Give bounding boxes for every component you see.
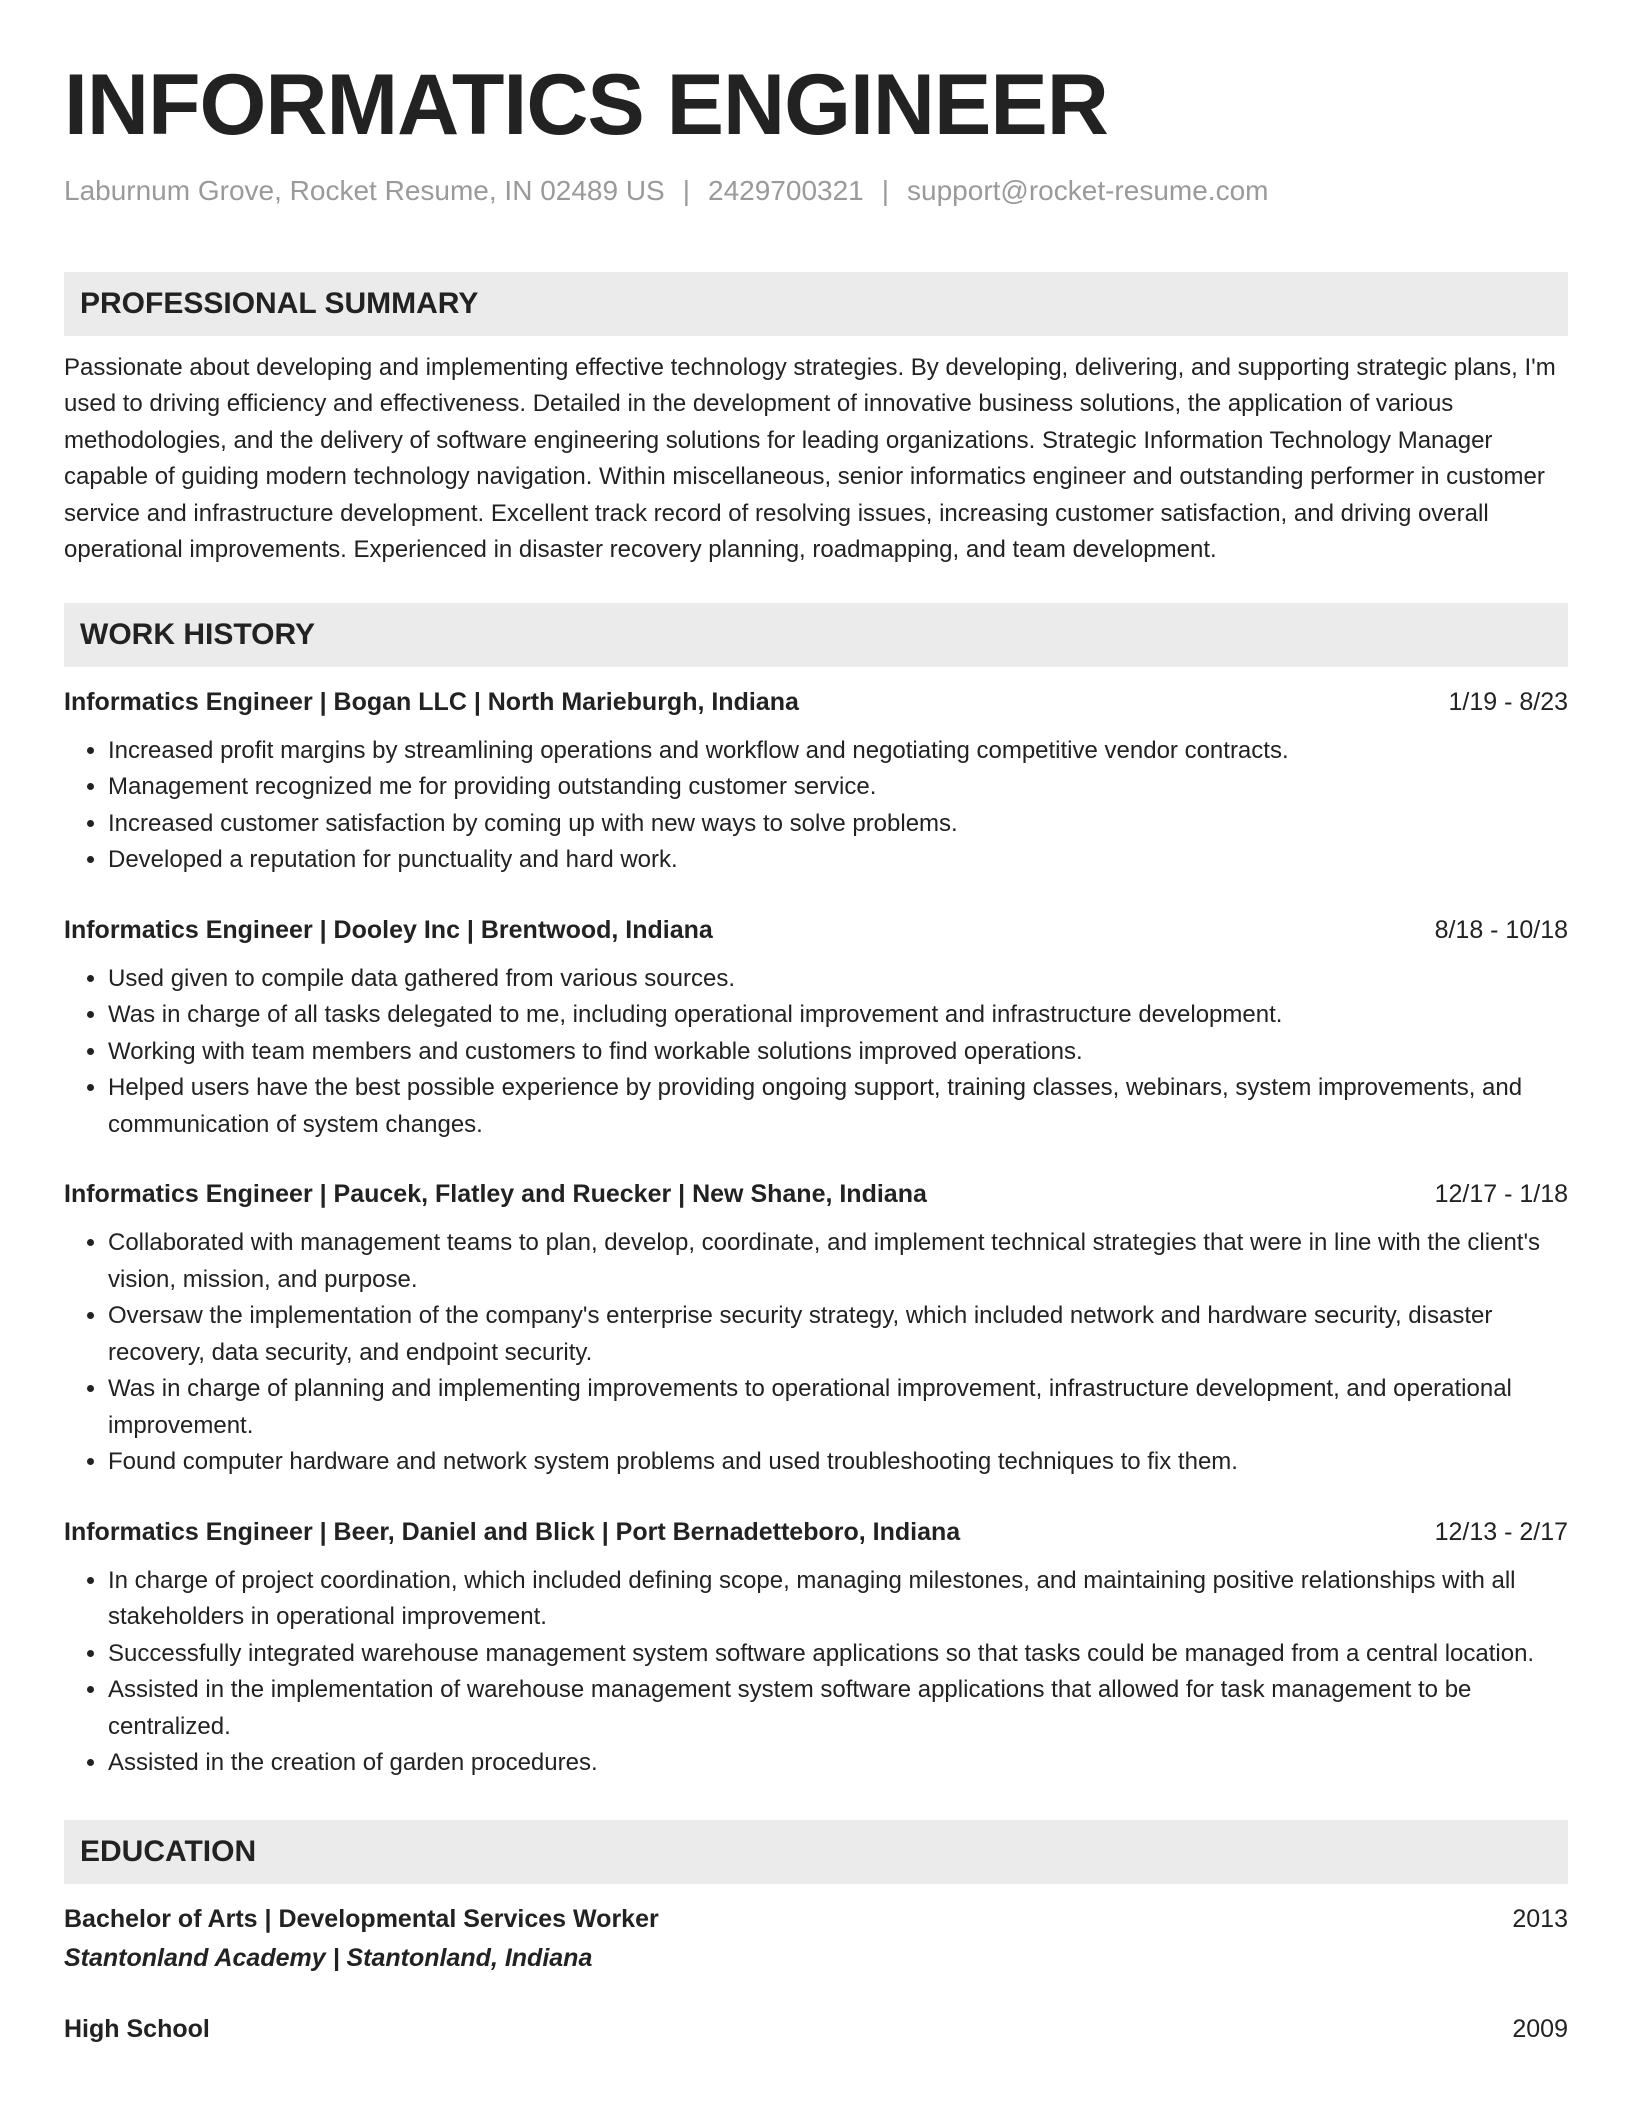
- job-dates: 12/17 - 1/18: [1434, 1180, 1568, 1209]
- resume-name: INFORMATICS ENGINEER: [64, 57, 1108, 153]
- job-entry: [64, 685, 1568, 879]
- summary-text: Passionate about developing and implementing effective technology strategies. By developing, delivering, and supporting strategic plans, I'm used to driving efficiency and effectiveness. Detailed in the development of innovative business solutions, the application of various methodologies, and the delivery of software engineering solutions for leading organizations. Strategic Information Technology Manager capable of guiding modern technology navigation. Within miscellaneous, senior informatics engineer and outstanding performer in customer service and infrastructure development. Excellent track record of resolving issues, increasing customer satisfaction, and driving overall operational improvements. Experienced in disaster recovery planning, roadmapping, and team development.: [64, 353, 1556, 564]
- job-bullet: • Successfully integrated warehouse management system software applications so that tasks could be managed from a central location.: [108, 1636, 1568, 1673]
- job-title: Informatics Engineer | Dooley Inc | Brentwood, Indiana: [64, 915, 713, 944]
- job-bullet: • Was in charge of planning and implementing improvements to operational improvement, infrastructure development, and operational improvement.: [108, 1371, 1568, 1444]
- job-dates: 8/18 - 10/18: [1434, 915, 1568, 944]
- job-dates: 12/13 - 2/17: [1434, 1517, 1568, 1546]
- job-title: Informatics Engineer | Beer, Daniel and Blick | Port Bernadetteboro, Indiana: [64, 1517, 961, 1546]
- contact-address: Laburnum Grove, Rocket Resume, IN 02489 US: [64, 175, 665, 206]
- job-entry: [64, 1515, 1568, 1782]
- education-header: [64, 1902, 1568, 1936]
- section-heading-summary: PROFESSIONAL SUMMARY: [64, 272, 1568, 336]
- job-bullet: • Working with team members and customers to find workable solutions improved operations.: [108, 1034, 1568, 1071]
- job-bullet: • Developed a reputation for punctuality and hard work.: [108, 842, 1568, 879]
- job-bullet: • In charge of project coordination, which included defining scope, managing milestones, and maintaining positive relationships with all stakeholders in operational improvement.: [108, 1563, 1568, 1636]
- contact-separator: |: [881, 175, 890, 206]
- job-header: [64, 1177, 1568, 1211]
- education-school: Stantonland Academy | Stantonland, Indiana: [64, 1943, 593, 1972]
- job-bullets: [64, 1563, 1568, 1782]
- job-entry: [64, 913, 1568, 1144]
- job-bullet: • Assisted in the implementation of warehouse management system software applications that allowed for task management to be centralized.: [108, 1672, 1568, 1745]
- job-bullet: • Found computer hardware and network system problems and used troubleshooting techniques to fix them.: [108, 1444, 1568, 1481]
- education-degree: Bachelor of Arts | Developmental Services Worker: [64, 1904, 659, 1933]
- job-title: Informatics Engineer | Bogan LLC | North Marieburgh, Indiana: [64, 687, 799, 716]
- job-bullet: • Collaborated with management teams to plan, develop, coordinate, and implement technical strategies that were in line with the client's vision, mission, and purpose.: [108, 1225, 1568, 1298]
- job-bullet: • Was in charge of all tasks delegated to me, including operational improvement and infrastructure development.: [108, 997, 1568, 1034]
- education-degree: High School: [64, 2014, 210, 2043]
- job-entry: [64, 1177, 1568, 1481]
- contact-separator: |: [682, 175, 691, 206]
- education-entry: [64, 1902, 1568, 1978]
- education-year: 2009: [1512, 2014, 1568, 2043]
- job-header: [64, 913, 1568, 947]
- job-bullets: [64, 961, 1568, 1144]
- contact-phone: 2429700321: [708, 175, 864, 206]
- job-header: [64, 1515, 1568, 1549]
- job-header: [64, 685, 1568, 719]
- job-bullet: • Oversaw the implementation of the company's enterprise security strategy, which included network and hardware security, disaster recovery, data security, and endpoint security.: [108, 1298, 1568, 1371]
- education-year: 2013: [1512, 1904, 1568, 1933]
- job-bullet: • Management recognized me for providing outstanding customer service.: [108, 769, 1568, 806]
- job-bullets: [64, 1225, 1568, 1481]
- section-heading-education: EDUCATION: [64, 1820, 1568, 1884]
- job-bullet: • Helped users have the best possible experience by providing ongoing support, training classes, webinars, system improvements, and communication of system changes.: [108, 1070, 1568, 1143]
- contact-line: [64, 174, 1568, 208]
- job-title: Informatics Engineer | Paucek, Flatley and Ruecker | New Shane, Indiana: [64, 1180, 927, 1209]
- job-bullet: • Increased profit margins by streamlining operations and workflow and negotiating competitive vendor contracts.: [108, 733, 1568, 770]
- job-bullets: [64, 733, 1568, 879]
- education-header: [64, 2012, 1568, 2046]
- education-entry: [64, 2012, 1568, 2046]
- contact-email: support@rocket-resume.com: [907, 175, 1269, 206]
- job-bullet: • Assisted in the creation of garden procedures.: [108, 1745, 1568, 1782]
- job-dates: 1/19 - 8/23: [1448, 687, 1568, 716]
- job-bullet: • Increased customer satisfaction by coming up with new ways to solve problems.: [108, 806, 1568, 843]
- section-heading-work-history: WORK HISTORY: [64, 603, 1568, 667]
- job-bullet: • Used given to compile data gathered from various sources.: [108, 961, 1568, 998]
